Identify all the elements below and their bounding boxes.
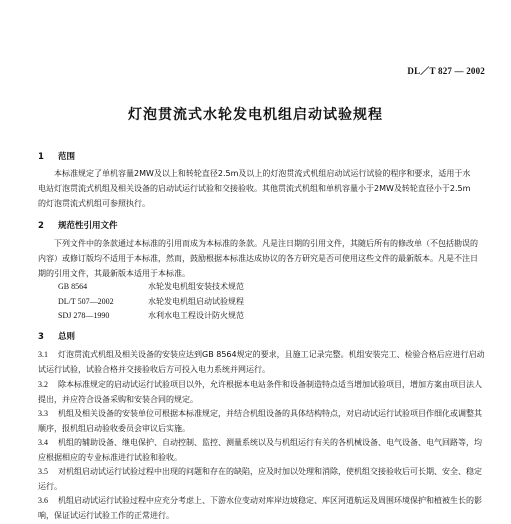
reference-item: [58, 280, 244, 295]
section-text-references: 下列文件中的条款通过本标准的引用而成为本标准的条款。凡是注日期的引用文件，其随后所有的修改单（不包括勘误的内容）或修订版均不适用于本标准，然而，鼓励根据本标准达成协议的各方研究是否可使用这些文件的最新版本。凡是不注日期的引用文件，其最新版本适用于本标准。: [38, 239, 478, 278]
clause-text: 对机组启动试运行试验过程中出现的问题和存在的缺陷，应及时加以处理和消除，使机组交接验收后可长期、安全、稳定运行。: [38, 467, 482, 491]
reference-name: 水利水电工程设计防火规范: [148, 311, 244, 320]
reference-name: 水轮发电机组安装技术规范: [148, 282, 244, 291]
reference-list: [58, 280, 244, 324]
clause-number: 3.3: [38, 409, 48, 418]
reference-code: GB 8564: [58, 282, 88, 291]
reference-code: SDJ 278—1990: [58, 311, 110, 320]
reference-item: [58, 295, 244, 310]
clause-3-6: [38, 494, 488, 524]
document-title: 灯泡贯流式水轮发电机组启动试验规程: [128, 107, 383, 123]
section-heading-general: [38, 330, 75, 342]
reference-code: DL/T 507—2002: [58, 296, 114, 306]
clause-number: 3.6: [38, 496, 48, 505]
clause-3-2: [38, 378, 488, 408]
clause-3-4: [38, 436, 488, 466]
section-number: 1: [38, 152, 44, 162]
section-title: 总则: [58, 332, 76, 342]
section-heading-references: [38, 219, 118, 231]
standard-code: DL／T 827 — 2002: [407, 66, 485, 76]
section-title: 范围: [58, 152, 76, 162]
clause-text: 除本标准规定的启动试运行试验项目以外，允许根据本电站条件和设备制造特点适当增加试验项目，增加方案由项目法人提出，并应符合设备采购和安装合同的规定。: [38, 380, 482, 404]
section-number: 2: [38, 221, 44, 231]
section-number: 3: [38, 332, 44, 342]
clause-number: 3.5: [38, 467, 48, 476]
clause-number: 3.1: [38, 350, 48, 359]
reference-item: [58, 309, 244, 324]
clause-text: 机组及相关设备的安装单位可根据本标准规定，并结合机组设备的具体结构特点，对启动试运行试验项目作细化或调整其顺序，报机组启动验收委员会审议后实施。: [38, 409, 482, 433]
clause-text: 机组启动试运行试验过程中应充分考虑上、下游水位变动对库岸边坡稳定、库区河道航运及周围环境保护和植被生长的影响，保证试运行试验工作的正常进行。: [38, 496, 482, 520]
clause-text: 灯泡贯流式机组及相关设备的安装应达到GB 8564规定的要求，且施工记录完整。机组安装完工、检验合格后应进行启动试运行试验，试验合格并交接验收后方可投入电力系统并网运行。: [38, 350, 485, 374]
clause-3-5: [38, 465, 488, 495]
clause-number: 3.2: [38, 380, 48, 389]
section-text-scope: 本标准规定了单机容量2MW及以上和转轮直径2.5m及以上的灯泡贯流式机组启动试运行试验的程序和要求，适用于水电站灯泡贯流式机组及相关设备的启动试运行试验和交接验收。其他贯流式机组和单机容量小于2MW及转轮直径小于2.5m的灯泡贯流式机组可参照执行。: [38, 169, 471, 208]
section-heading-scope: [38, 150, 75, 162]
clause-text: 机组的辅助设备、继电保护、自动控制、监控、测量系统以及与机组运行有关的各机械设备、电气设备、电气回路等，均应根据相应的专业标准进行试验和验收。: [38, 438, 482, 462]
reference-name: 水轮发电机组启动试验规程: [148, 296, 244, 306]
clause-3-3: [38, 407, 488, 437]
clause-number: 3.4: [38, 438, 48, 447]
section-title: 规范性引用文件: [58, 221, 118, 231]
clause-3-1: [38, 348, 488, 378]
